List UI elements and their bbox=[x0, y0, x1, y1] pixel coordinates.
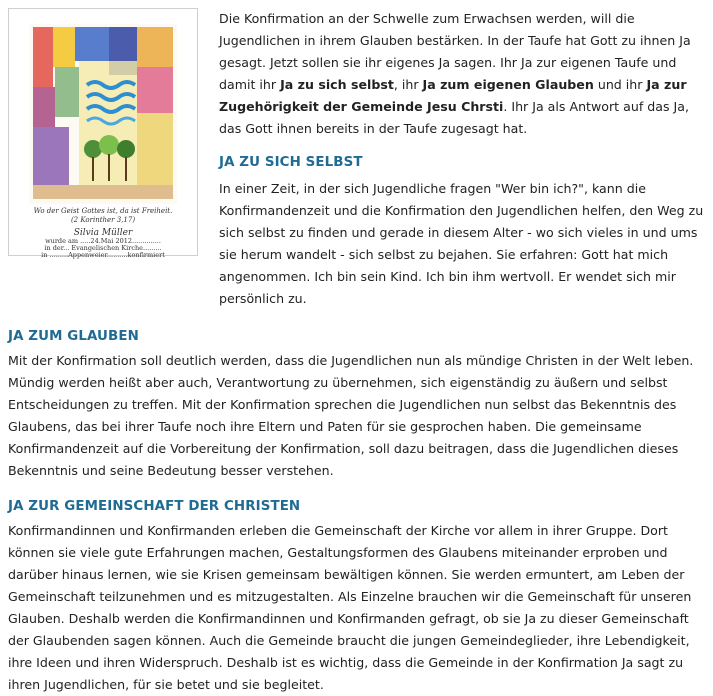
section-ja-zum-glauben bbox=[8, 326, 708, 482]
confirmation-certificate-image bbox=[8, 8, 198, 259]
section-heading: JA ZUR GEMEINSCHAFT DER CHRISTEN bbox=[8, 499, 301, 514]
section-text: Konfirmandinnen und Konfirmanden erleben die Gemeinschaft der Kirche vor allem in ihrer Gruppe. Dort können sie viele gute Erfahrungen machen, Gestaltungsformen des Glaubens miteinander erproben und darüber hinaus lernen, wie sie Krisen gemeinsam bewältigen können. Sie werden ermuntert, am Leben der Gemeinschaft teilzunehmen und es mitzugestalten. Als Einzelne brauchen wir die Gemeinschaft für unseren Glauben. Deshalb werden die Konfirmandinnen und Konfirmanden gefragt, ob sie Ja zu dieser Gemeinschaft der Glaubenden sagen können. Auch die Gemeinde braucht die jungen Gemeindeglieder, ihre Lebendigkeit, ihre Ideen und ihren Widerspruch. Deshalb ist es wichtig, dass die Gemeinde in der Konfirmation Ja sagt zu ihren Jugendlichen, für sie betet und sie begleitet. bbox=[8, 523, 692, 692]
section-text: In einer Zeit, in der sich Jugendliche fragen "Wer bin ich?", kann die Konfirmandenzeit und die Konfirmation den Jugendlichen helfen, den Weg zu sich selbst zu finden und gerade in diesem Alter - wo sich vieles in und ums sie herum wandelt - sich selbst zu bejahen. Sie erfahren: Gott hat mich angenommen. Ich bin sein Kind. Ich bin ihm wertvoll. Er wendet sich mir persönlich zu. bbox=[219, 181, 704, 306]
intro-paragraph: Die Konfirmation an der Schwelle zum Erwachsen werden, will die Jugendlichen in ihrem Glauben bestärken. In der Taufe hat Gott zu ihnen Ja gesagt. Jetzt sollen sie ihr eigenes Ja sagen. Ihr Ja zur eigenen Taufe und damit ihr Ja zu sich selbst, ihr Ja zum eigenen Glauben und ihr Ja zur Zugehörigkeit der Gemeinde Jesu Chrsti. Ihr Ja als Antwort auf das Ja, das Gott ihnen bereits in der Taufe zugesagt hat. bbox=[219, 11, 691, 136]
verse-line: Wo der Geist Gottes ist, da ist Freiheit. bbox=[33, 207, 173, 215]
section-heading: JA ZUM GLAUBEN bbox=[8, 329, 139, 344]
section-text: Mit der Konfirmation soll deutlich werden, dass die Jugendlichen nun als mündige Christen in der Welt leben. Mündig werden heißt aber auch, Verantwortung zu übernehmen, sich eigenständig zu äußern und selbst Entscheidungen zu treffen. Mit der Konfirmation sprechen die Jugendlichen nun selbst das Bekenntnis des Glaubens, das bei ihrer Taufe noch ihre Eltern und Paten für sie gesprochen haben. Die gemeinsame Konfirmandenzeit auf die Vorbereitung der Konfirmation, soll dazu beitragen, dass die Jugendlichen dieses Bekenntnis und seine Bedeutung besser verstehen. bbox=[8, 353, 694, 478]
certificate-name: Silvia Müller bbox=[73, 228, 133, 238]
section-ja-zu-sich-selbst bbox=[219, 152, 705, 310]
section-heading: JA ZU SICH SELBST bbox=[219, 155, 363, 170]
certificate-date-line: wurde am .....24.Mai 2012.............. bbox=[45, 237, 161, 245]
certificate-church-line: in der... Evangelischen Kirche......... bbox=[44, 244, 162, 252]
emphasis-community: Ja zur Zugehörigkeit der Gemeinde Jesu Chrsti bbox=[219, 77, 687, 114]
verse-reference: (2 Korinther 3,17) bbox=[70, 216, 136, 224]
emphasis-faith: Ja zum eigenen Glauben bbox=[422, 77, 594, 92]
certificate-place-line: in .........Appenweier..........konfirmiert bbox=[41, 251, 165, 259]
watercolor-artwork bbox=[9, 9, 197, 209]
section-ja-zur-gemeinschaft bbox=[8, 496, 708, 696]
emphasis-self: Ja zu sich selbst bbox=[280, 77, 394, 92]
certificate-verse bbox=[9, 207, 197, 225]
